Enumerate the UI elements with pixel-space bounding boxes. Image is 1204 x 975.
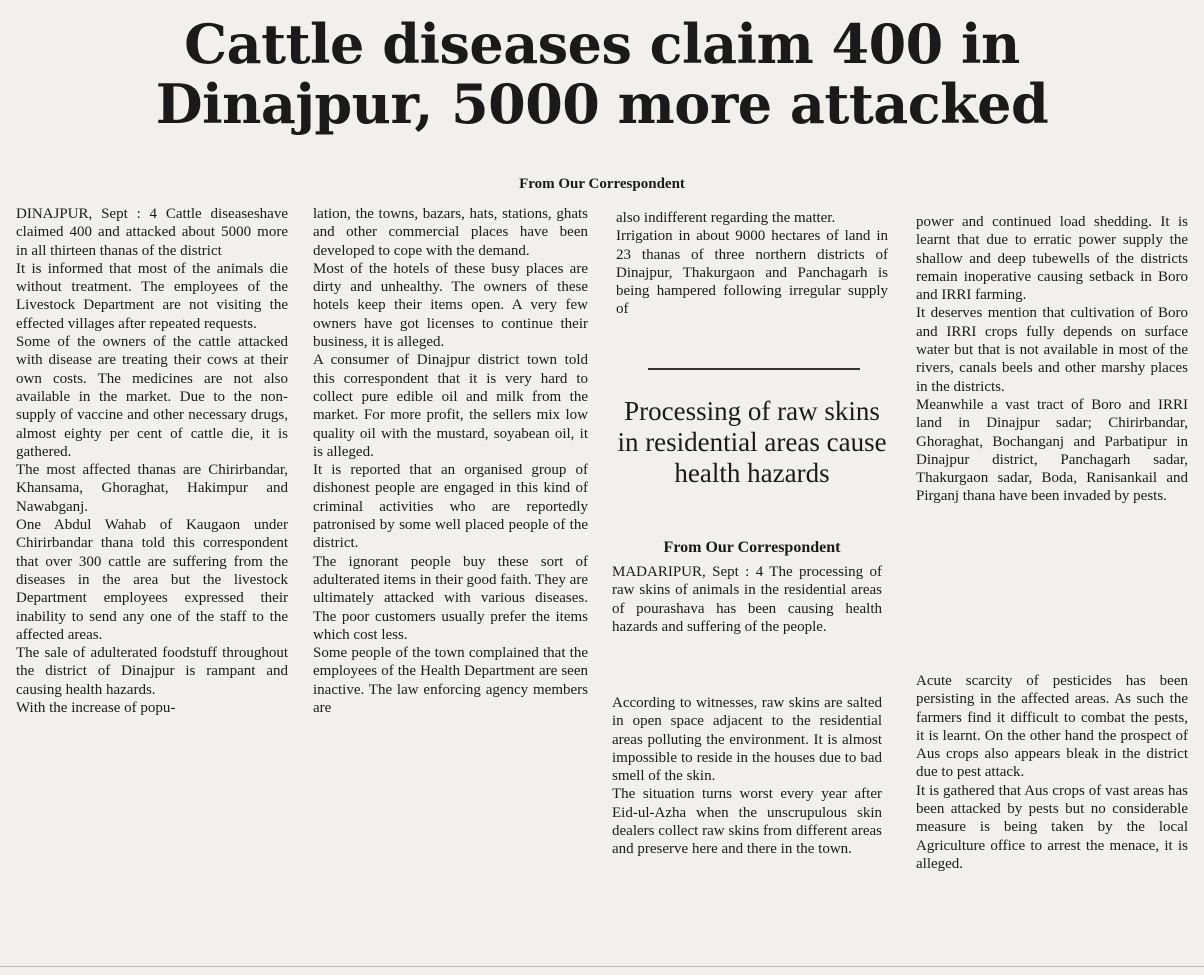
article-column-1: DINAJPUR, Sept : 4 Cattle diseaseshave claimed 400 and attacked about 5000 more in all thirteen thanas of the district It is informed that most of the animals die without treatment. The employees of the Livestock Department are not visiting the effected villages after repeated requests. Some of the owners of the cattle attacked with disease are treating their cows at their own costs. The medicines are not also available in the market. Due to the non-supply of vaccine and other necessary drugs, almost eighty per cent of cattle die, it is gathered. The most affected thanas are Chirirbandar, Khansama, Ghoraghat, Hakimpur and Nawabganj. One Abdul Wahab of Kaugaon under Chirirbandar thana told this correspondent that over 300 cattle are suffering from the diseases in the area but the livestock Department employees expressed their inability to send any one of the staff to the affected areas. The sale of adulterated foodstuff throughout the district of Dinajpur is rampant and causing health hazards. With the increase of popu- xyxy=(16,206,288,717)
main-headline xyxy=(0,14,1204,134)
story2-byline: From Our Correspondent xyxy=(663,539,841,556)
article-column-3: also indifferent regarding the matter. Irrigation in about 9000 hectares of land in 23 thanas of three northern districts of Dinajpur, Thakurgaon and Panchagarh is being hampered following irregular supply of xyxy=(616,210,888,318)
story2-paragraph-2: According to witnesses, raw skins are salted in open space adjacent to the residential areas polluting the environment. It is almost impossible to reside in the houses due to bad smell of the skin. The situation turns worst every year after Eid-ul-Azha when the unscrupulous skin dealers collect raw skins from different areas and preserve here and there in the town. xyxy=(612,695,882,858)
story-divider xyxy=(648,368,860,370)
headline-line-1: Cattle diseases claim 400 in xyxy=(184,12,1020,76)
headline-line-2: Dinajpur, 5000 more attacked xyxy=(155,72,1049,136)
article-column-4: power and continued load shedding. It is learnt that due to erratic power supply the shallow and deep tubewells of the districts remain inoperative causing setback in Boro and IRRI farming. It deserves mention that cultivation of Boro and IRRI crops fully depends on surface water but that is not available in most of the rivers, canals beels and other marshy places in the districts. Meanwhile a vast tract of Boro and IRRI land in Dinajpur sadar; Chirirbandar, Ghoraghat, Bochanganj and Parbatipur in Dinajpur district, Panchagarh sadar, Thakurgaon sadar, Boda, Ranisankail and Pirganj thana have been invaded by pests. xyxy=(916,214,1188,505)
story2-paragraph-1: MADARIPUR, Sept : 4 The processing of raw skins of animals in the residential areas of pourashava has been causing health hazards and suffering of the people. xyxy=(612,564,882,635)
main-byline: From Our Correspondent xyxy=(519,176,685,192)
article-column-2: lation, the towns, bazars, hats, stations, ghats and other commercial places have been developed to cope with the demand. Most of the hotels of these busy places are dirty and unhealthy. The owners of these hotels keep their items open. A very few owners have got licenses to continue their business, it is alleged. A consumer of Dinajpur district town told this correspondent that it is very hard to collect pure edible oil and milk from the market. For more profit, the sellers mix low quality oil with the mustard, soyabean oil, it is alleged. It is reported that an organised group of dishonest people are engaged in this kind of criminal activities who are reportedly patronised by some well placed people of the district. The ignorant people buy these sort of adulterated items in their good faith. They are ultimately attacked with various diseases. The poor customers usually prefer the items which cost less. Some people of the town complained that the employees of the Health Department are seen inactive. The law enforcing agency members are xyxy=(313,206,588,717)
article-column-4-continued: Acute scarcity of pesticides has been persisting in the affected areas. As such the farmers find it difficult to combat the pests, it is learnt. On the other hand the prospect of Aus crops also appears bleak in the district due to pest attack. It is gathered that Aus crops of vast areas has been attacked by pests but no considerable measure is being taken by the local Agriculture office to arrest the menace, it is alleged. xyxy=(916,673,1188,872)
page-bottom-border xyxy=(0,966,1204,967)
story2-headline: Processing of raw skins in residential areas cause health hazards xyxy=(617,396,887,488)
